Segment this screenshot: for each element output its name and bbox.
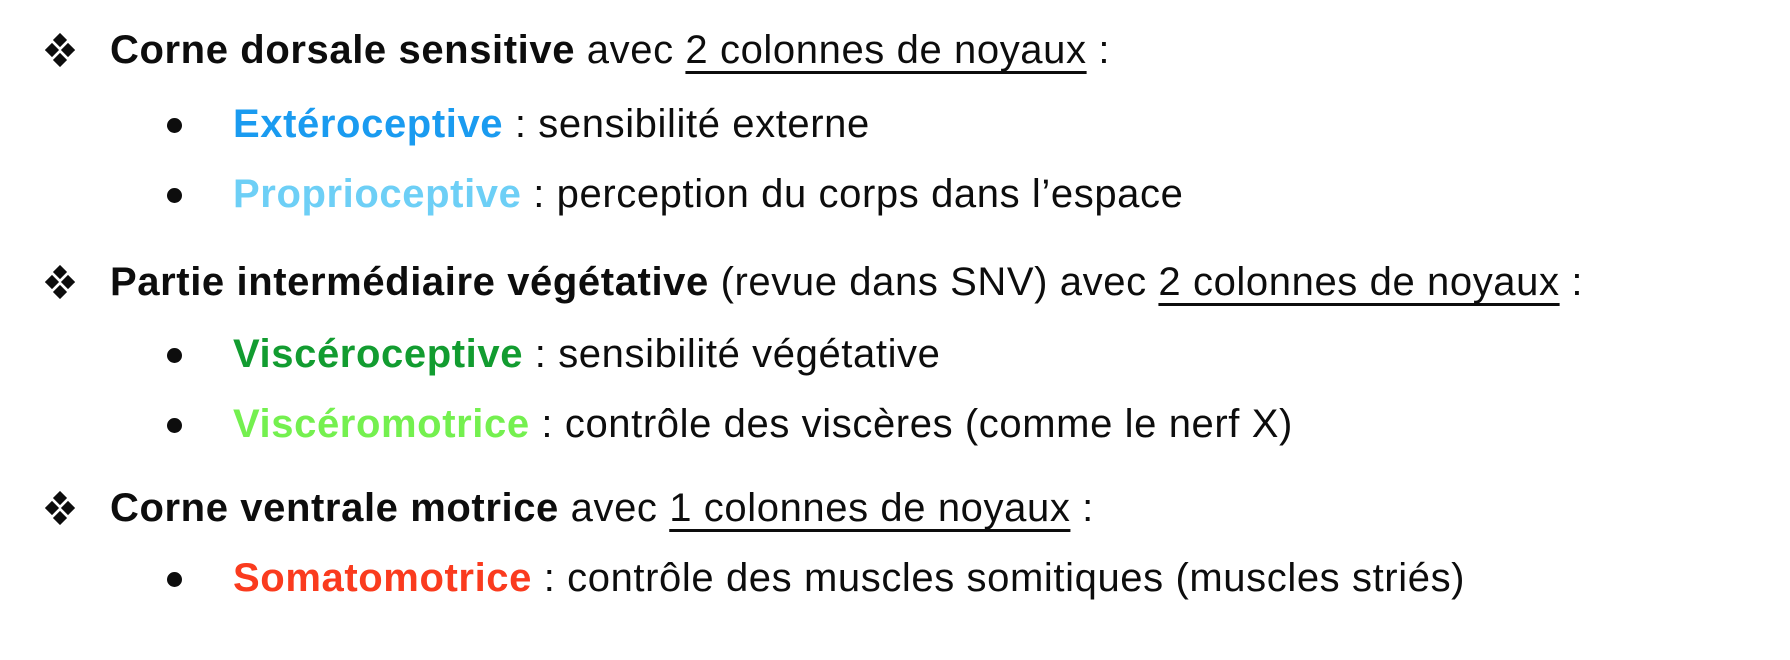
heading-bold: Corne ventrale motrice — [110, 486, 559, 530]
list-item-exteroceptive — [0, 100, 1790, 148]
heading-bold: Corne dorsale sensitive — [110, 28, 576, 72]
item-desc: sensibilité externe — [538, 102, 870, 146]
section-heading-partie-intermediaire — [0, 258, 1790, 306]
item-desc: perception du corps dans l’espace — [556, 172, 1184, 216]
item-term: Somatomotrice — [233, 556, 532, 600]
list-item-visceroceptive — [0, 330, 1790, 378]
heading-suffix: : — [1559, 260, 1584, 304]
item-text — [233, 170, 1183, 218]
dot-bullet-icon — [167, 418, 182, 433]
heading-underlined: 1 colonnes de noyaux — [669, 486, 1071, 530]
dot-bullet-icon — [167, 348, 182, 363]
item-sep: : — [529, 402, 565, 446]
item-sep: : — [503, 102, 539, 146]
item-desc: contrôle des viscères (comme le nerf X) — [564, 402, 1293, 446]
heading-text — [110, 484, 1094, 532]
heading-underlined: 2 colonnes de noyaux — [685, 28, 1087, 72]
item-term: Extéroceptive — [233, 102, 504, 146]
diamond-bullet-icon — [45, 33, 75, 67]
item-term: Proprioceptive — [233, 172, 522, 216]
item-term: Viscéromotrice — [233, 402, 530, 446]
section-heading-corne-ventrale — [0, 484, 1790, 532]
item-text — [233, 400, 1293, 448]
dot-bullet-icon — [167, 572, 182, 587]
section-heading-corne-dorsale — [0, 26, 1790, 74]
heading-mid: (revue dans SNV) avec — [708, 260, 1159, 304]
heading-underlined: 2 colonnes de noyaux — [1158, 260, 1560, 304]
heading-mid: avec — [575, 28, 686, 72]
dot-bullet-icon — [167, 118, 182, 133]
heading-suffix: : — [1086, 28, 1111, 72]
item-text — [233, 554, 1465, 602]
heading-bold: Partie intermédiaire végétative — [110, 260, 709, 304]
heading-text — [110, 26, 1110, 74]
list-item-somatomotrice — [0, 554, 1790, 602]
item-sep: : — [531, 556, 568, 600]
item-text — [233, 330, 941, 378]
dot-bullet-icon — [167, 188, 182, 203]
item-desc: sensibilité végétative — [558, 332, 941, 376]
heading-text — [110, 258, 1583, 306]
item-sep: : — [523, 332, 559, 376]
item-term: Viscéroceptive — [233, 332, 524, 376]
heading-suffix: : — [1070, 486, 1094, 530]
item-desc: contrôle des muscles somitiques (muscles striés) — [567, 556, 1466, 600]
list-item-visceromotrice — [0, 400, 1790, 448]
diamond-bullet-icon — [45, 491, 75, 525]
item-text — [233, 100, 870, 148]
item-sep: : — [521, 172, 557, 216]
diamond-bullet-icon — [45, 265, 75, 299]
list-item-proprioceptive — [0, 170, 1790, 218]
heading-mid: avec — [558, 486, 670, 530]
